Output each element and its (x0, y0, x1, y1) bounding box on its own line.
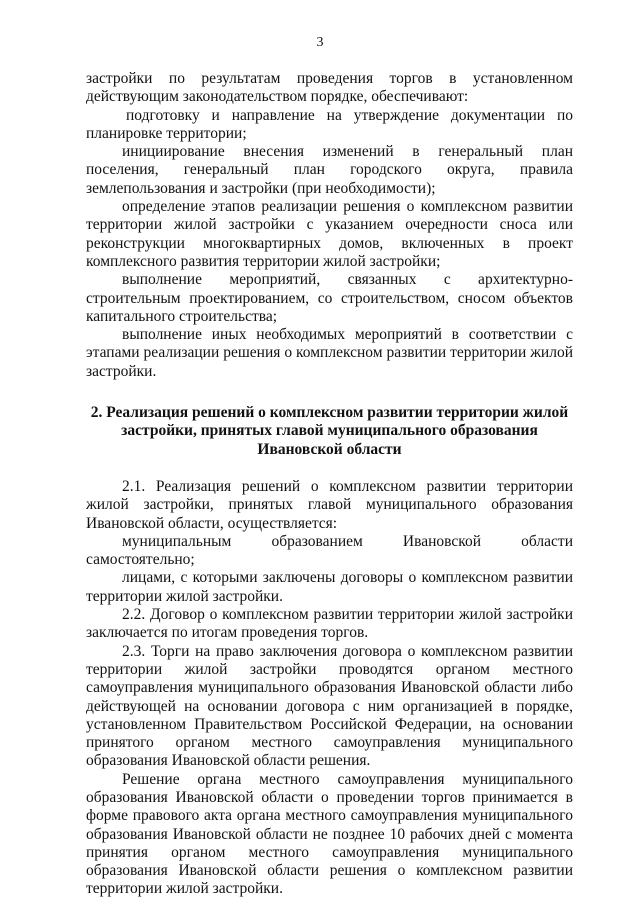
list-item-other-measures: выполнение иных необходимых мероприятий в соответствии с этапами реализации решения о комплексном развитии территории жилой застройки. (86, 326, 573, 380)
section-2-heading: 2. Реализация решений о комплексном развитии территории жилой застройки, принятых главой муниципального образования Ивановской области (90, 404, 569, 458)
list-item-planning-docs: подготовку и направление на утверждение документации по планировке территории; (86, 106, 573, 142)
list-item-contractors: лицами, с которыми заключены договоры о комплексном развитии территории жилой застройки. (86, 569, 573, 605)
document-body (86, 70, 573, 899)
clause-2-2: 2.2. Договор о комплексном развитии территории жилой застройки заключается по итогам проведения торгов. (86, 606, 573, 642)
list-item-self: муниципальным образованием Ивановской области самостоятельно; (86, 532, 573, 569)
clause-2-3: 2.3. Торги на право заключения договора о комплексном развитии территории жилой застройки проводятся органом местного самоуправления муниципального образования Ивановской области либо действующей на основании договора с ним организацией в порядке, установленном Правительством Российской Федерации, на основании принятого органом местного самоуправления муниципального образования Ивановской области решения. (86, 642, 573, 770)
list-item-construction: выполнение мероприятий, связанных с архитектурно-строительным проектированием, со строительством, сносом объектов капитального строительства; (86, 271, 573, 325)
list-item-stages: определение этапов реализации решения о комплексном развитии территории жилой застройки с указанием очередности сноса или реконструкции многоквартирных домов, включенных в проект комплексного развития территории жилой застройки; (86, 198, 573, 270)
clause-2-1: 2.1. Реализация решений о комплексном развитии территории жилой застройки, принятых главой муниципального образования Ивановской области, осуществляется: (86, 477, 573, 532)
paragraph-continuation: застройки по результатам проведения торгов в установленном действующим законодательством порядке, обеспечивают: (86, 70, 573, 106)
page-number: 3 (316, 35, 324, 50)
paragraph-decision: Решение органа местного самоуправления муниципального образования Ивановской области о проведении торгов принимается в форме правового акта органа местного самоуправления муниципального образования Ивановской области не позднее 10 рабочих дней с момента принятия органом местного самоуправления муниципального образования Ивановской области решения о комплексном развитии территории жилой застройки. (86, 770, 573, 898)
list-item-master-plan-changes: инициирование внесения изменений в генеральный план поселения, генеральный план городского округа, правила землепользования и застройки (при необходимости); (86, 143, 573, 197)
